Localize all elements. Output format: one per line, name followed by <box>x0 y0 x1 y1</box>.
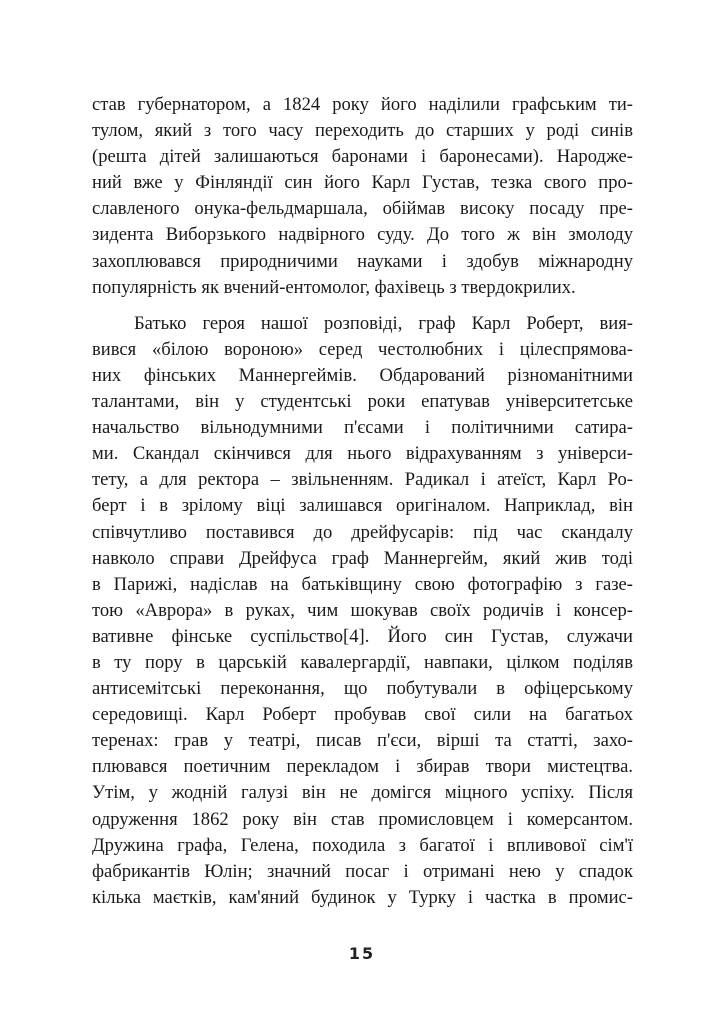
text-line: плювався поетичним перекладом і збирав твори мистецтва. <box>92 756 633 778</box>
paragraph-1 <box>92 92 633 301</box>
text-line: вативне фінське суспільство[4]. Його син Густав, служачи <box>92 625 633 647</box>
text-line: вився «білою вороною» серед честолюбних і цілеспрямова- <box>92 338 633 360</box>
text-line: середовищі. Карл Роберт пробував свої сили на багатьох <box>92 704 633 726</box>
text-line: тулом, який з того часу переходить до старших у роді синів <box>92 120 633 142</box>
text-line: теренах: грав у театрі, писав п'єси, вірші та статті, захо- <box>92 730 633 752</box>
text-line: тою «Аврора» в руках, чим шокував своїх родичів і консер- <box>92 599 633 621</box>
text-line: них фінських Маннергеймів. Обдарований різноманітними <box>92 364 633 386</box>
text-line: захоплювався природничими науками і здобув міжнародну <box>92 250 633 272</box>
text-line: навколо справи Дрейфуса граф Маннергейм, який жив тоді <box>92 547 633 569</box>
text-line: кілька маєтків, кам'яний будинок у Турку і частка в промис- <box>92 886 633 908</box>
text-line: одруження 1862 року він став промисловцем і комерсантом. <box>92 808 633 830</box>
page-number: 15 <box>348 944 376 963</box>
text-line: в Парижі, надіслав на батьківщину свою фотографію з газе- <box>92 573 633 595</box>
text-line: берт і в зрілому віці залишався оригіналом. Наприклад, він <box>92 495 633 517</box>
text-line: співчутливо поставився до дрейфусарів: під час скандалу <box>92 521 633 543</box>
text-line: ми. Скандал скінчився для нього відрахуванням з універси- <box>92 443 633 465</box>
text-line: в ту пору в царській кавалергардії, навпаки, цілком поділяв <box>92 651 633 673</box>
text-line: фабрикантів Юлін; значний посаг і отримані нею у спадок <box>92 860 633 882</box>
text-line: начальство вільнодумними п'єсами і політичними сатира- <box>92 417 633 439</box>
paragraph-2 <box>92 311 633 911</box>
text-line: талантами, він у студентські роки епатував університетське <box>92 391 633 413</box>
text-line: популярність як вчений-ентомолог, фахівець з твердокрилих. <box>92 276 576 298</box>
text-line: став губернатором, а 1824 року його наділили графським ти- <box>92 94 633 115</box>
text-line: Дружина графа, Гелена, походила з багатої і впливової сім'ї <box>92 834 633 856</box>
text-line: антисемітські переконання, що побутували в офіцерському <box>92 678 633 700</box>
text-line: (решта дітей залишаються баронами і баронесами). Народже- <box>92 146 633 168</box>
text-line: ний вже у Фінляндії син його Карл Густав, тезка свого про- <box>92 172 633 194</box>
text-line: Утім, у жодній галузі він не домігся міцного успіху. Після <box>92 782 633 804</box>
body-text <box>92 92 633 911</box>
text-line: тету, а для ректора – звільненням. Радикал і атеїст, Карл Ро- <box>92 469 633 491</box>
text-line: зидента Виборзького надвірного суду. До того ж він змолоду <box>92 224 633 246</box>
paragraph-spacer <box>92 301 633 311</box>
text-line: Батько героя нашої розповіді, граф Карл Роберт, вия- <box>134 312 633 334</box>
text-line: славленого онука-фельдмаршала, обіймав високу посаду пре- <box>92 198 633 220</box>
